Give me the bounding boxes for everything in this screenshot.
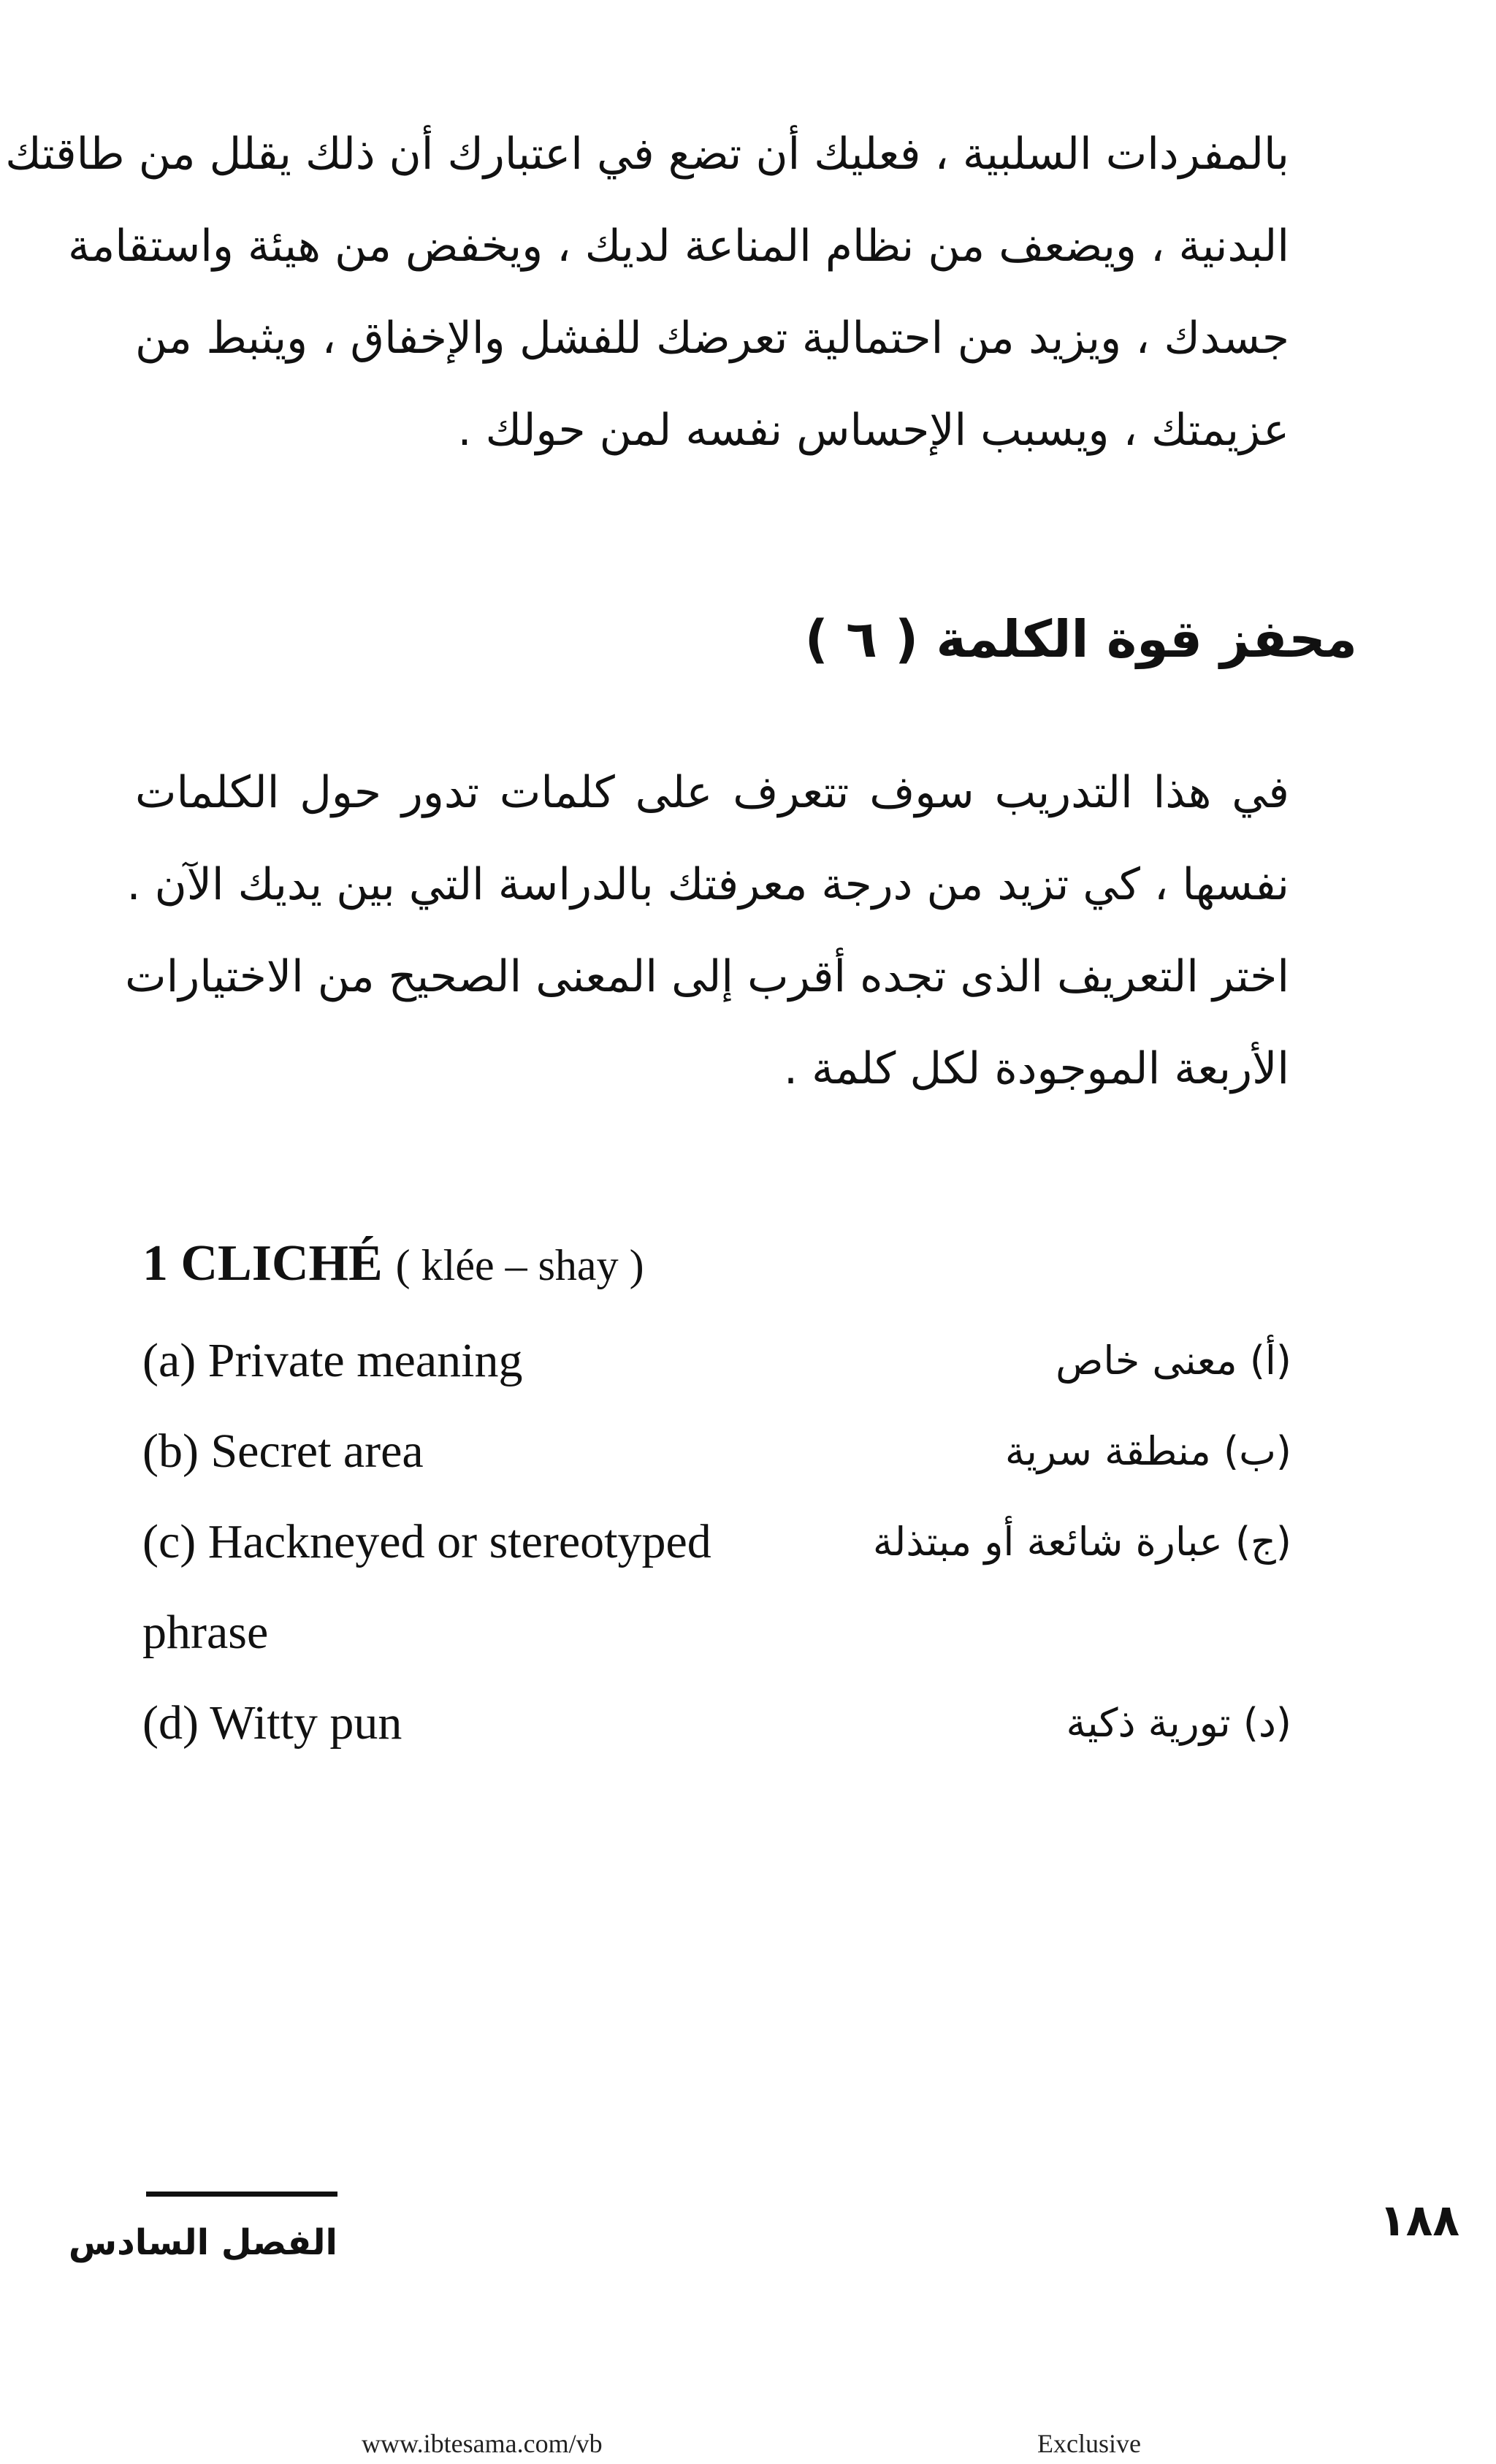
chapter-label: الفصل السادس bbox=[68, 2222, 337, 2263]
watermark-url: www.ibtesama.com/vb bbox=[362, 2429, 603, 2458]
option-c-english: (c) Hackneyed or stereotyped bbox=[142, 1515, 711, 1568]
page-number: ١٨٨ bbox=[1379, 2195, 1459, 2246]
paragraph-line: في هذا التدريب سوف تتعرف على كلمات تدور حول الكلمات bbox=[135, 767, 1289, 818]
paragraph-line: جسدك ، ويزيد من احتمالية تعرضك للفشل والإخفاق ، ويثبط من bbox=[135, 313, 1289, 364]
vocabulary-word: 1 CLICHÉ bbox=[142, 1235, 383, 1292]
paragraph-line: البدنية ، ويضعف من نظام المناعة لديك ، ويخفض من هيئة واستقامة bbox=[67, 221, 1289, 272]
paragraph-line: عزيمتك ، ويسبب الإحساس نفسه لمن حولك . bbox=[457, 405, 1289, 456]
option-b-arabic: (ب) منطقة سرية bbox=[1004, 1428, 1291, 1474]
option-d-english: (d) Witty pun bbox=[142, 1696, 402, 1750]
question-word bbox=[142, 1227, 644, 1302]
paragraph-line: بالمفردات السلبية ، فعليك أن تضع في اعتبارك أن ذلك يقلل من طاقتك bbox=[5, 129, 1289, 180]
option-d-arabic: (د) تورية ذكية bbox=[1066, 1700, 1291, 1746]
paragraph-line: الأربعة الموجودة لكل كلمة . bbox=[783, 1043, 1289, 1094]
pronunciation: ( klée – shay ) bbox=[395, 1241, 644, 1289]
paragraph-line: اختر التعريف الذى تجده أقرب إلى المعنى الصحيح من الاختيارات bbox=[125, 951, 1289, 1002]
exercise-instructions bbox=[125, 747, 1289, 1115]
intro-paragraph bbox=[5, 108, 1289, 476]
watermark-label: Exclusive bbox=[1037, 2429, 1141, 2458]
option-a-arabic: (أ) معنى خاص bbox=[1056, 1338, 1291, 1384]
paragraph-line: نفسها ، كي تزيد من درجة معرفتك بالدراسة التي بين يديك الآن . bbox=[126, 859, 1289, 910]
option-b-english: (b) Secret area bbox=[142, 1424, 424, 1478]
option-c-arabic: (ج) عبارة شائعة أو مبتذلة bbox=[872, 1519, 1291, 1565]
option-c-english-continued: phrase bbox=[142, 1606, 269, 1659]
option-a-english: (a) Private meaning bbox=[142, 1334, 523, 1387]
footer-divider bbox=[146, 2192, 337, 2197]
section-heading: محفز قوة الكلمة ( ٦ ) bbox=[804, 609, 1357, 669]
